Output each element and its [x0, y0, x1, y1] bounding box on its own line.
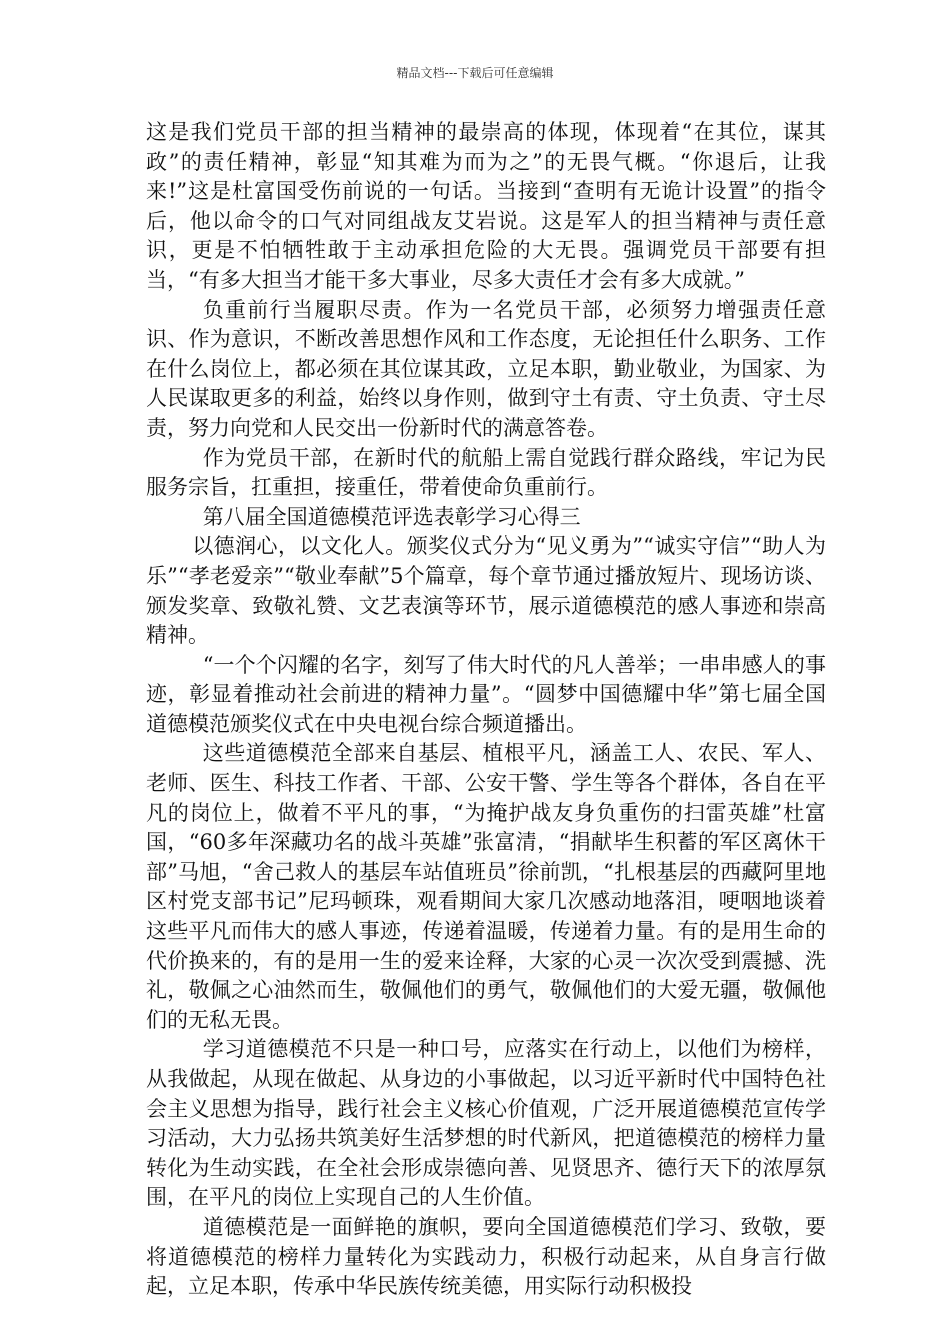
- section-title: 第八届全国道德模范评选表彰学习心得三: [202, 504, 581, 529]
- paragraph-2: 负重前行当履职尽责。作为一名党员干部，必须努力增强责任意识、作为意识，不断改善思想作风和工作态度，无论担任什么职务、工作在什么岗位上，都必须在其位谋其政，立足本职，勤业敬业，为国家、为人民谋取更多的利益，始终以身作则，做到守土有责、守土负责、守土尽责，努力向党和人民交出一份新时代的满意答卷。: [146, 297, 826, 440]
- page-header: 精品文档---下载后可任意编辑: [396, 66, 554, 80]
- paragraph-6: 这些道德模范全部来自基层、植根平凡，涵盖工人、农民、军人、老师、医生、科技工作者、干部、公安干警、学生等各个群体，各自在平凡的岗位上，做着不平凡的事，“为掩护战友身负重伤的扫雷英雄”杜富国，“60多年深藏功名的战斗英雄”张富清，“捐献毕生积蓄的军区离休干部”马旭，“舍己救人的基层车站值班员”徐前凯，“扎根基层的西藏阿里地区村党支部书记”尼玛顿珠，观看期间大家几次感动地落泪，哽咽地谈着这些平凡而伟大的感人事迹，传递着温暖，传递着力量。有的是用生命的代价换来的，有的是用一生的爱来诠释，大家的心灵一次次受到震撼、洗礼，敬佩之心油然而生，敬佩他们的勇气，敬佩他们的大爱无疆，敬佩他们的无私无畏。: [146, 741, 826, 1032]
- paragraph-5: “一个个闪耀的名字，刻写了伟大时代的凡人善举；一串串感人的事迹，彰显着推动社会前进的精神力量”。“圆梦中国德耀中华”第七届全国道德模范颁奖仪式在中央电视台综合频道播出。: [146, 652, 826, 736]
- paragraph-4: 以德润心，以文化人。颁奖仪式分为“见义勇为”“诚实守信”“助人为乐”“孝老爱亲”“敬业奉献”5个篇章，每个章节通过播放短片、现场访谈、颁发奖章、致敬礼赞、文艺表演等环节，展示道德模范的感人事迹和崇高精神。: [146, 534, 826, 648]
- paragraph-1: 这是我们党员干部的担当精神的最崇高的体现，体现着“在其位，谋其政”的责任精神，彰显“知其难为而为之”的无畏气概。“你退后，让我来!”这是杜富国受伤前说的一句话。当接到“查明有无诡计设置”的指令后，他以命令的口气对同组战友艾岩说。这是军人的担当精神与责任意识，更是不怕牺牲敢于主动承担危险的大无畏。强调党员干部要有担当，“有多大担当才能干多大事业，尽多大责任才会有多大成就。”: [146, 120, 826, 292]
- paragraph-3: 作为党员干部，在新时代的航船上需自觉践行群众路线，牢记为民服务宗旨，扛重担，接重任，带着使命负重前行。: [146, 445, 826, 500]
- document-body: [146, 118, 826, 1302]
- paragraph-7: 学习道德模范不只是一种口号，应落实在行动上，以他们为榜样，从我做起，从现在做起、从身边的小事做起，以习近平新时代中国特色社会主义思想为指导，践行社会主义核心价值观，广泛开展道德模范宣传学习活动，大力弘扬共筑美好生活梦想的时代新风，把道德模范的榜样力量转化为生动实践，在全社会形成崇德向善、见贤思齐、德行天下的浓厚氛围，在平凡的岗位上实现自己的人生价值。: [146, 1037, 826, 1210]
- paragraph-8: 道德模范是一面鲜艳的旗帜，要向全国道德模范们学习、致敬，要将道德模范的榜样力量转化为实践动力，积极行动起来，从自身言行做起，立足本职，传承中华民族传统美德，用实际行动积极投: [146, 1214, 826, 1299]
